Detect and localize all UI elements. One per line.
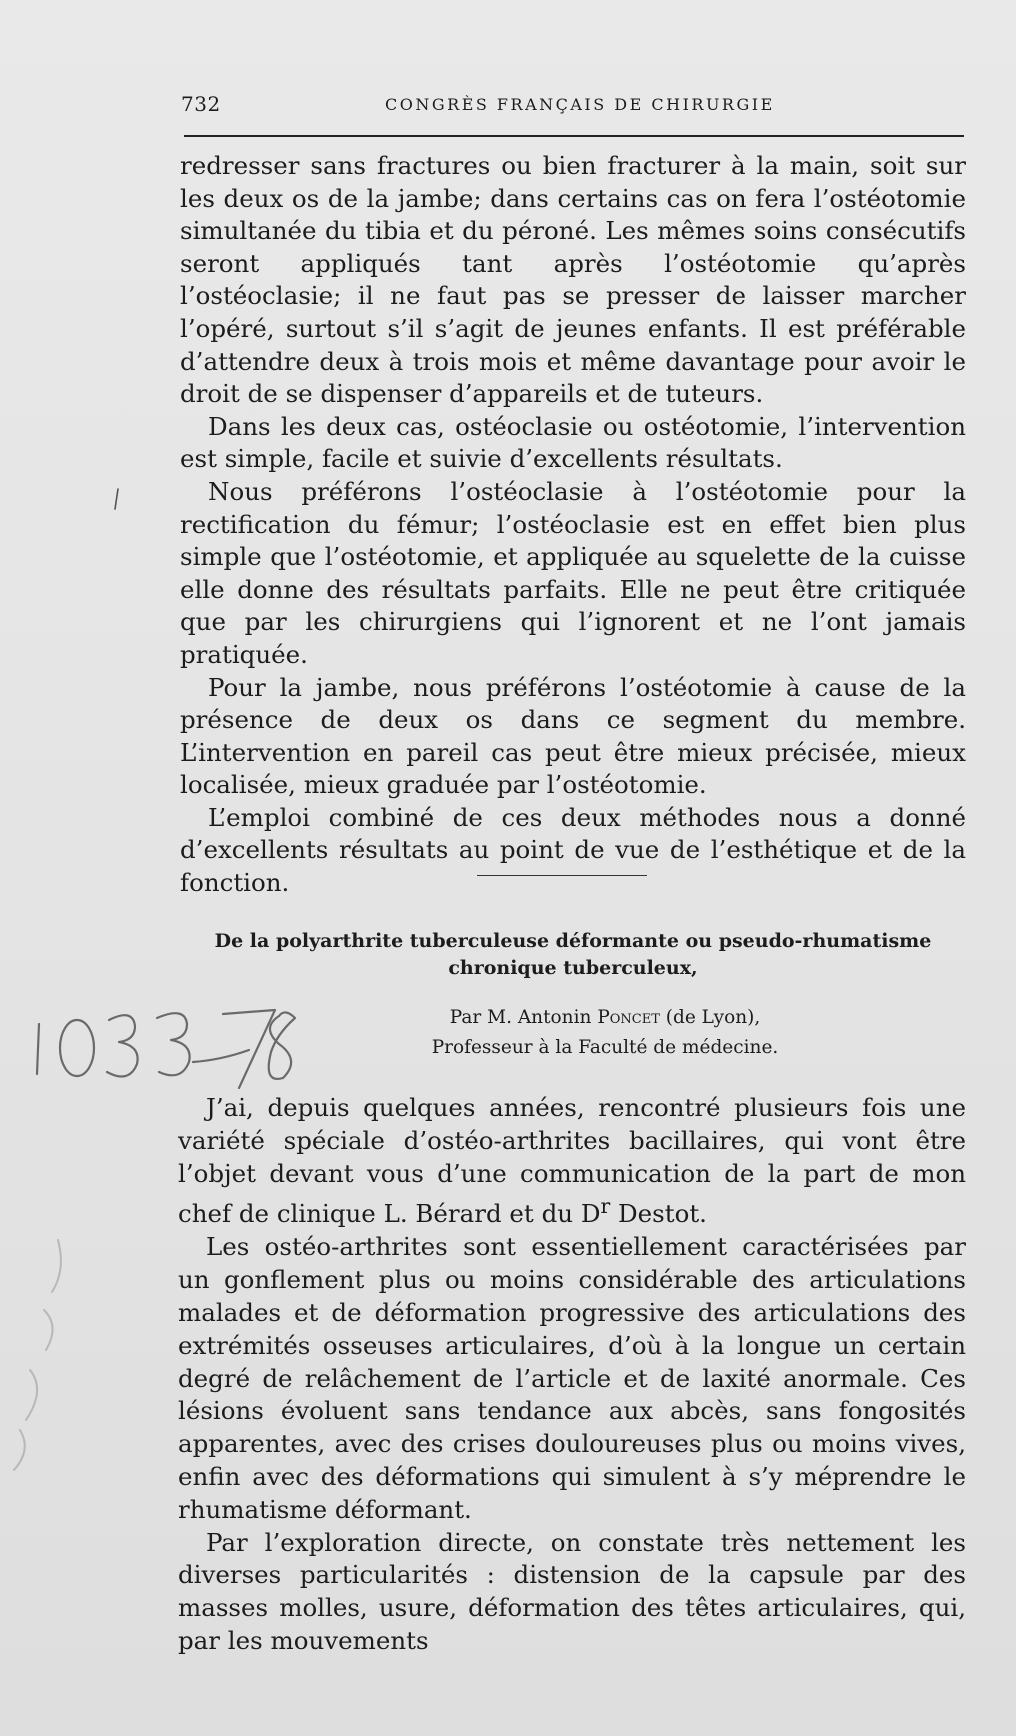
- author-prefix: Par M. Antonin: [449, 1007, 592, 1028]
- header-rule: [184, 135, 964, 137]
- author-affiliation: Professeur à la Faculté de médecine.: [431, 1037, 779, 1058]
- paragraph: redresser sans fractures ou bien fracturer à la main, soit sur les deux os de la jambe; dans certains cas on fera l’ostéotomie simultanée du tibia et du péroné. Les mêmes soins consécutifs seront appliqués tant après l’ostéotomie qu’après l’ostéoclasie; il ne faut pas se presser de laisser marcher l’opéré, surtout s’il s’agit de jeunes enfants. Il est préférable d’attendre deux à trois mois et même davantage pour avoir le droit de se dispenser d’appareils et de tuteurs.: [180, 151, 966, 409]
- running-title: CONGRÈS FRANÇAIS DE CHIRURGIE: [385, 95, 775, 114]
- paragraph: Nous préférons l’ostéoclasie à l’ostéotomie pour la rectification du fémur; l’ostéoclasie est en effet bien plus simple que l’ostéotomie, et appliquée au squelette de la cuisse elle donne des résultats parfaits. Elle ne peut être critiquée que par les chirurgiens qui l’ignorent et ne l’ont jamais pratiquée.: [180, 476, 966, 669]
- margin-pencil-marks: [0, 1230, 80, 1480]
- section-separator: [477, 875, 647, 876]
- author-name: Poncet: [597, 1007, 660, 1028]
- body-text-section-2: [178, 1092, 966, 1658]
- handwritten-number-annotation: [25, 990, 315, 1100]
- paragraph: Dans les deux cas, ostéoclasie ou ostéotomie, l’intervention est simple, facile et suivie d’excellents résultats.: [180, 411, 966, 474]
- body-text-section-1: [180, 150, 966, 900]
- page-number: 732: [181, 92, 221, 116]
- superscript: r: [600, 1194, 611, 1219]
- paragraph: Les ostéo-arthrites sont essentiellement caractérisées par un gonflement plus ou moins considérable des articulations malades et de déformation progressive des articulations des extrémités osseuses articulaires, d’où à la longue un certain degré de relâchement de l’article et de laxité anormale. Ces lésions évoluent sans tendance aux abcès, sans fongosités apparentes, avec des crises douloureuses plus ou moins vives, enfin avec des déformations qui simulent à s’y méprendre le rhumatisme déformant.: [178, 1232, 966, 1524]
- paragraph-text: J’ai, depuis quelques années, rencontré plusieurs fois une variété spéciale d’ostéo-arthrites bacillaires, qui vont être l’objet devant vous d’une communication de la part de mon chef de clinique L. Bérard et du D: [178, 1093, 966, 1229]
- paragraph: L’emploi combiné de ces deux méthodes nous a donné d’excellents résultats au point de vue de l’esthétique et de la fonction.: [180, 802, 966, 898]
- article-title: [180, 928, 966, 982]
- author-suffix: (de Lyon),: [665, 1007, 761, 1028]
- paragraph: Pour la jambe, nous préférons l’ostéotomie à cause de la présence de deux os dans ce segment du membre. L’intervention en pareil cas peut être mieux précisée, mieux localisée, mieux graduée par l’ostéotomie.: [180, 672, 966, 800]
- article-title-line-2: chronique tuberculeux,: [448, 957, 698, 979]
- paragraph-text-end: Destot.: [610, 1199, 707, 1229]
- article-title-line-1: De la polyarthrite tuberculeuse déformante ou pseudo-rhumatisme: [214, 930, 932, 952]
- paragraph: Par l’exploration directe, on constate très nettement les diverses particularités : distension de la capsule par des masses molles, usure, déformation des têtes articulaires, qui, par les mouvements: [178, 1527, 966, 1655]
- author-line: [370, 1003, 840, 1033]
- byline: [370, 1003, 840, 1063]
- margin-ink-tick: [112, 487, 122, 513]
- paragraph: [178, 1092, 966, 1231]
